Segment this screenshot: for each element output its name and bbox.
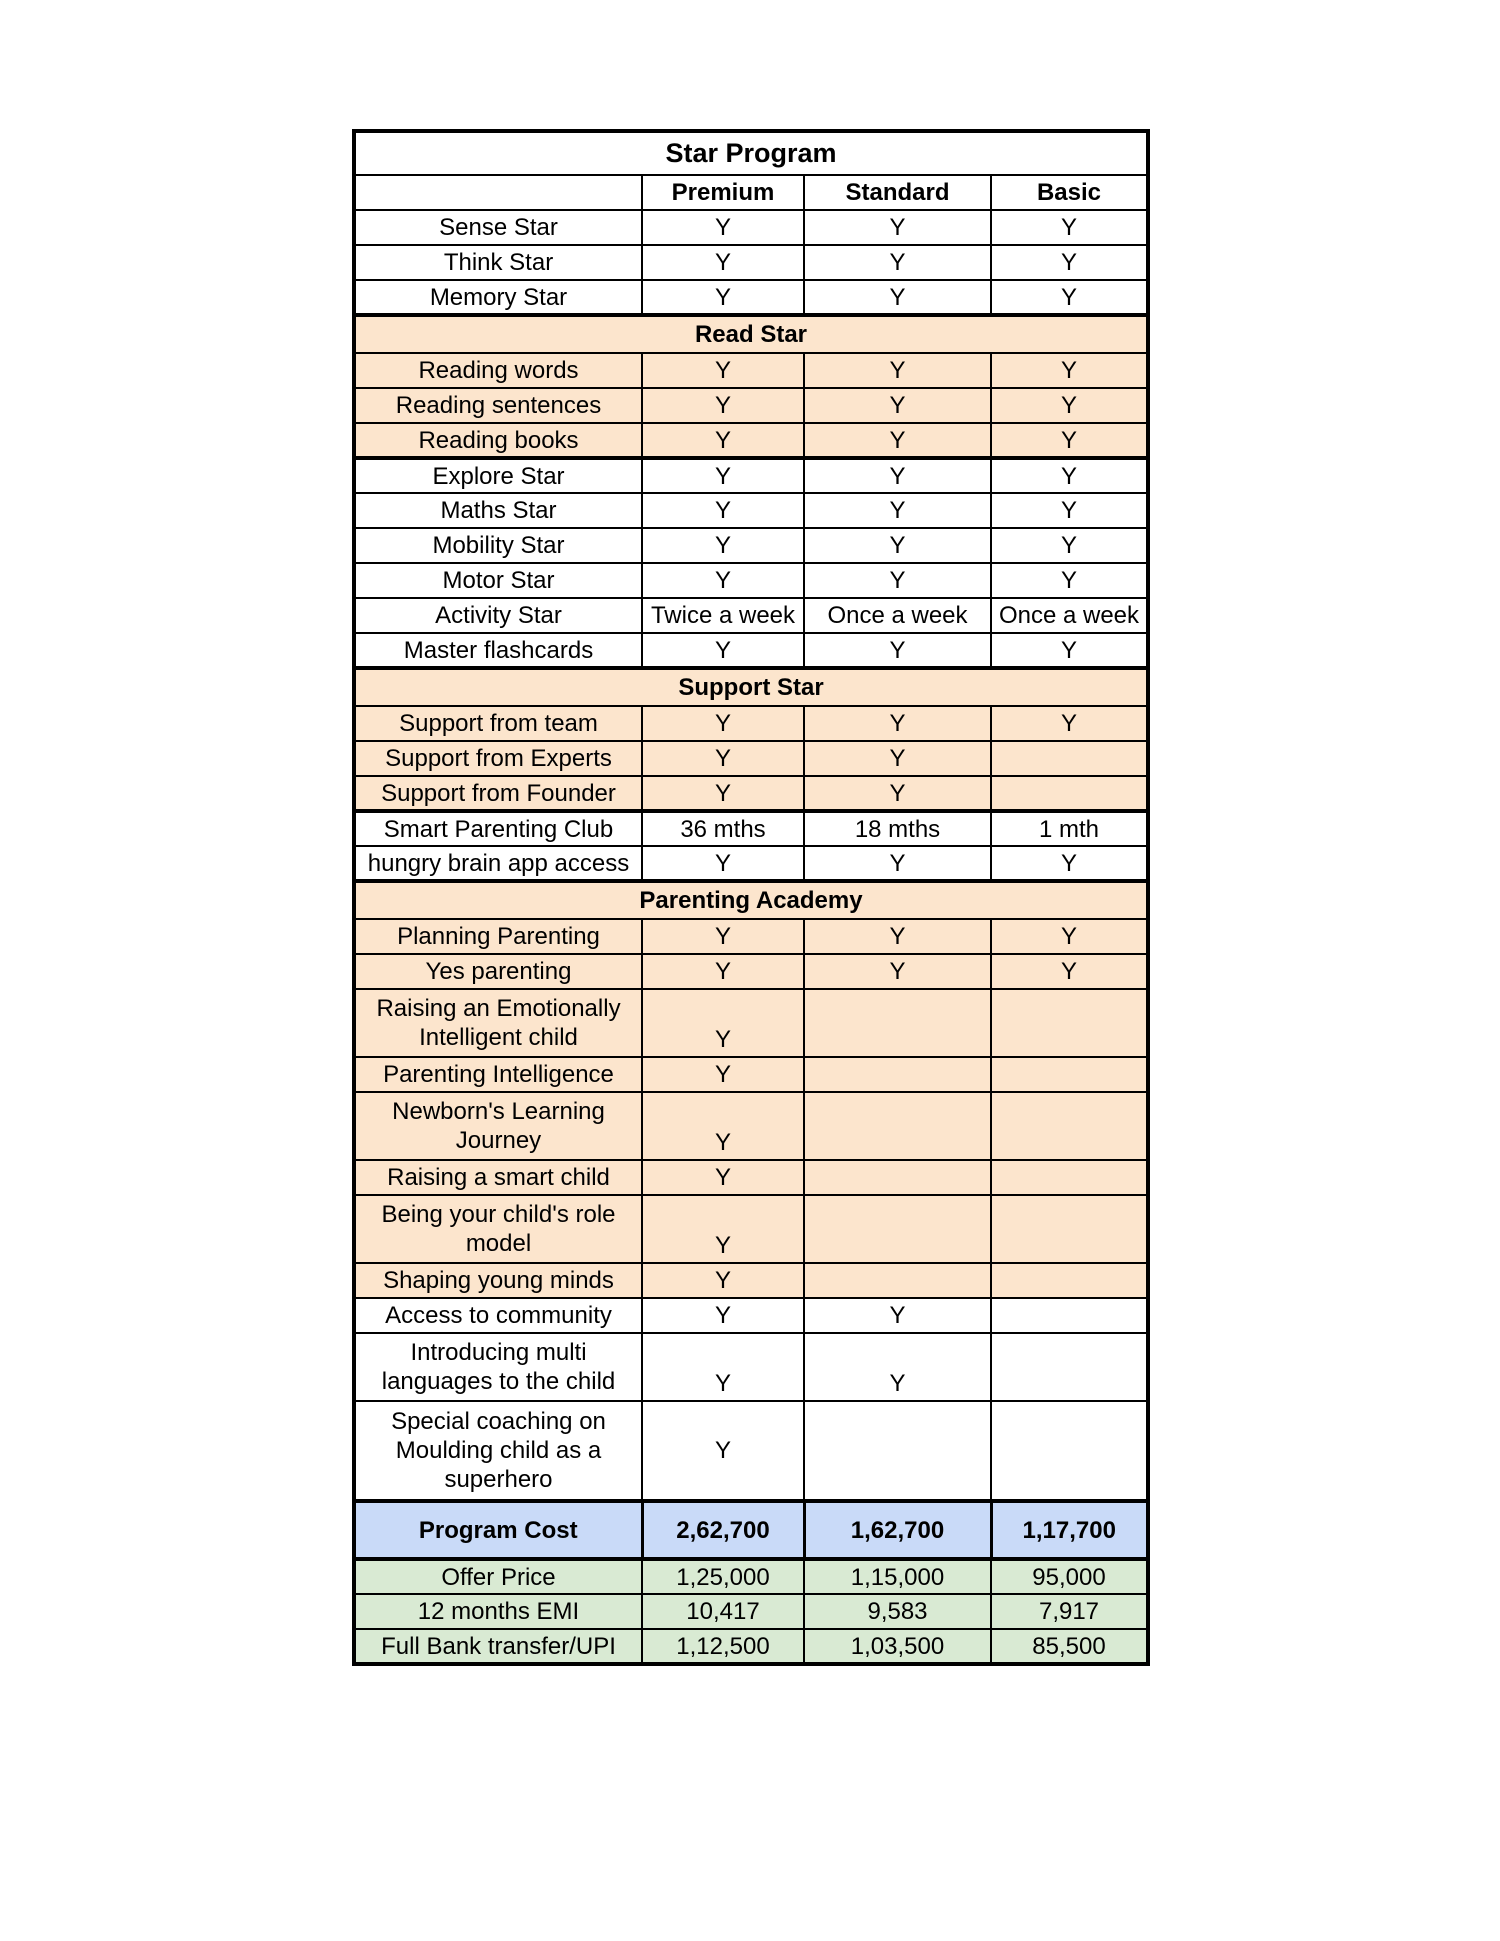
row-label: Program Cost <box>354 1501 642 1559</box>
cell-basic <box>991 1195 1148 1263</box>
cell-standard <box>804 1401 991 1501</box>
cell-basic: Y <box>991 954 1148 989</box>
cell-premium: 36 mths <box>642 811 804 846</box>
cell-basic: Y <box>991 563 1148 598</box>
row-label: Parenting Intelligence <box>354 1057 642 1092</box>
row-label: Support from Experts <box>354 741 642 776</box>
cell-premium: Y <box>642 1333 804 1401</box>
row-label: Access to community <box>354 1298 642 1333</box>
cell-standard: Once a week <box>804 598 991 633</box>
row-label: Newborn's Learning Journey <box>354 1092 642 1160</box>
cell-standard: Y <box>804 528 991 563</box>
cell-basic: 1,17,700 <box>991 1501 1148 1559</box>
feature-row <box>354 706 1148 741</box>
feature-row <box>354 919 1148 954</box>
cell-basic <box>991 1401 1148 1501</box>
cell-premium: Y <box>642 1298 804 1333</box>
row-label: Sense Star <box>354 210 642 245</box>
feature-row <box>354 245 1148 280</box>
cell-standard: Y <box>804 423 991 458</box>
cell-standard <box>804 1263 991 1298</box>
cell-basic: Y <box>991 388 1148 423</box>
cell-premium: 10,417 <box>642 1594 804 1629</box>
cell-premium: Y <box>642 1092 804 1160</box>
cell-standard: Y <box>804 563 991 598</box>
cell-basic: 7,917 <box>991 1594 1148 1629</box>
cell-basic <box>991 1298 1148 1333</box>
cell-premium: Y <box>642 210 804 245</box>
cell-standard <box>804 1057 991 1092</box>
cell-standard: Y <box>804 846 991 881</box>
cell-premium: Y <box>642 563 804 598</box>
row-label: Support from team <box>354 706 642 741</box>
cell-basic <box>991 1333 1148 1401</box>
cell-standard: Y <box>804 954 991 989</box>
cell-basic: Y <box>991 528 1148 563</box>
cell-premium: Twice a week <box>642 598 804 633</box>
cell-standard: 1,03,500 <box>804 1629 991 1664</box>
column-header-premium: Premium <box>642 175 804 210</box>
cell-standard: Y <box>804 1298 991 1333</box>
feature-row <box>354 423 1148 458</box>
row-label: Maths Star <box>354 493 642 528</box>
section-title: Read Star <box>354 315 1148 353</box>
row-label: Master flashcards <box>354 633 642 668</box>
row-label: Being your child's role model <box>354 1195 642 1263</box>
cell-premium: Y <box>642 388 804 423</box>
feature-row <box>354 210 1148 245</box>
cell-premium: Y <box>642 954 804 989</box>
feature-row <box>354 811 1148 846</box>
cell-basic <box>991 1092 1148 1160</box>
feature-row <box>354 598 1148 633</box>
row-label: Memory Star <box>354 280 642 315</box>
cell-basic: Y <box>991 919 1148 954</box>
cell-premium: Y <box>642 989 804 1057</box>
feature-row <box>354 1333 1148 1401</box>
feature-row <box>354 954 1148 989</box>
cell-premium: Y <box>642 280 804 315</box>
cell-standard <box>804 1160 991 1195</box>
cell-standard <box>804 1092 991 1160</box>
cell-premium: 1,12,500 <box>642 1629 804 1664</box>
cell-premium: 1,25,000 <box>642 1559 804 1594</box>
cell-premium: Y <box>642 1195 804 1263</box>
cell-basic: Once a week <box>991 598 1148 633</box>
cell-basic: 85,500 <box>991 1629 1148 1664</box>
feature-row <box>354 1401 1148 1501</box>
cell-basic <box>991 1263 1148 1298</box>
cell-premium: Y <box>642 741 804 776</box>
cell-basic: Y <box>991 210 1148 245</box>
cell-standard <box>804 989 991 1057</box>
row-label: 12 months EMI <box>354 1594 642 1629</box>
cell-basic: Y <box>991 493 1148 528</box>
row-label: Raising an Emotionally Intelligent child <box>354 989 642 1057</box>
row-label: Raising a smart child <box>354 1160 642 1195</box>
feature-row <box>354 776 1148 811</box>
cell-basic <box>991 1057 1148 1092</box>
cell-basic: Y <box>991 706 1148 741</box>
cell-premium: Y <box>642 1263 804 1298</box>
cell-basic: Y <box>991 633 1148 668</box>
section-header-row <box>354 315 1148 353</box>
cell-basic: Y <box>991 280 1148 315</box>
row-label: Reading sentences <box>354 388 642 423</box>
cell-standard: 9,583 <box>804 1594 991 1629</box>
row-label: Planning Parenting <box>354 919 642 954</box>
cell-premium: Y <box>642 493 804 528</box>
section-header-row <box>354 881 1148 919</box>
feature-row <box>354 280 1148 315</box>
cell-standard: Y <box>804 633 991 668</box>
feature-row <box>354 1195 1148 1263</box>
cell-basic <box>991 776 1148 811</box>
star-program-table <box>352 129 1150 1666</box>
cell-standard: Y <box>804 493 991 528</box>
cell-premium: Y <box>642 633 804 668</box>
price-row <box>354 1629 1148 1664</box>
cell-standard: Y <box>804 245 991 280</box>
feature-row <box>354 1263 1148 1298</box>
title-row <box>354 131 1148 175</box>
cell-basic: 95,000 <box>991 1559 1148 1594</box>
header-row <box>354 175 1148 210</box>
feature-row <box>354 633 1148 668</box>
cell-premium: Y <box>642 846 804 881</box>
cell-premium: Y <box>642 1160 804 1195</box>
cell-standard: 1,15,000 <box>804 1559 991 1594</box>
cell-basic <box>991 741 1148 776</box>
cell-standard: 18 mths <box>804 811 991 846</box>
cell-premium: Y <box>642 1057 804 1092</box>
cell-basic: Y <box>991 846 1148 881</box>
cell-standard: Y <box>804 388 991 423</box>
section-title: Support Star <box>354 668 1148 706</box>
row-label: Shaping young minds <box>354 1263 642 1298</box>
feature-row <box>354 353 1148 388</box>
cell-standard: Y <box>804 458 991 493</box>
program-cost-row <box>354 1501 1148 1559</box>
cell-standard: Y <box>804 919 991 954</box>
feature-row <box>354 989 1148 1057</box>
cell-basic: Y <box>991 458 1148 493</box>
cell-premium: Y <box>642 706 804 741</box>
cell-premium: Y <box>642 458 804 493</box>
cell-basic: Y <box>991 245 1148 280</box>
column-header-standard: Standard <box>804 175 991 210</box>
row-label: Activity Star <box>354 598 642 633</box>
cell-basic <box>991 989 1148 1057</box>
section-title: Parenting Academy <box>354 881 1148 919</box>
row-label: Special coaching on Moulding child as a superhero <box>354 1401 642 1501</box>
feature-row <box>354 388 1148 423</box>
row-label: hungry brain app access <box>354 846 642 881</box>
row-label: Smart Parenting Club <box>354 811 642 846</box>
row-label: Explore Star <box>354 458 642 493</box>
feature-row <box>354 1298 1148 1333</box>
header-corner <box>354 175 642 210</box>
cell-premium: Y <box>642 245 804 280</box>
cell-premium: Y <box>642 528 804 563</box>
row-label: Think Star <box>354 245 642 280</box>
cell-basic: Y <box>991 353 1148 388</box>
cell-basic <box>991 1160 1148 1195</box>
row-label: Motor Star <box>354 563 642 598</box>
row-label: Mobility Star <box>354 528 642 563</box>
row-label: Full Bank transfer/UPI <box>354 1629 642 1664</box>
row-label: Yes parenting <box>354 954 642 989</box>
cell-standard: 1,62,700 <box>804 1501 991 1559</box>
feature-row <box>354 846 1148 881</box>
cell-standard: Y <box>804 706 991 741</box>
cell-premium: Y <box>642 353 804 388</box>
row-label: Reading words <box>354 353 642 388</box>
row-label: Support from Founder <box>354 776 642 811</box>
row-label: Introducing multi languages to the child <box>354 1333 642 1401</box>
cell-standard: Y <box>804 1333 991 1401</box>
feature-row <box>354 1092 1148 1160</box>
price-row <box>354 1559 1148 1594</box>
feature-row <box>354 741 1148 776</box>
cell-standard: Y <box>804 353 991 388</box>
table-title: Star Program <box>354 131 1148 175</box>
feature-row <box>354 1160 1148 1195</box>
cell-premium: Y <box>642 423 804 458</box>
column-header-basic: Basic <box>991 175 1148 210</box>
feature-row <box>354 1057 1148 1092</box>
cell-standard: Y <box>804 741 991 776</box>
price-row <box>354 1594 1148 1629</box>
cell-standard: Y <box>804 210 991 245</box>
row-label: Reading books <box>354 423 642 458</box>
cell-standard: Y <box>804 776 991 811</box>
row-label: Offer Price <box>354 1559 642 1594</box>
cell-basic: Y <box>991 423 1148 458</box>
cell-standard <box>804 1195 991 1263</box>
feature-row <box>354 458 1148 493</box>
cell-premium: Y <box>642 1401 804 1501</box>
cell-premium: 2,62,700 <box>642 1501 804 1559</box>
cell-basic: 1 mth <box>991 811 1148 846</box>
feature-row <box>354 528 1148 563</box>
feature-row <box>354 563 1148 598</box>
cell-standard: Y <box>804 280 991 315</box>
cell-premium: Y <box>642 919 804 954</box>
section-header-row <box>354 668 1148 706</box>
cell-premium: Y <box>642 776 804 811</box>
feature-row <box>354 493 1148 528</box>
